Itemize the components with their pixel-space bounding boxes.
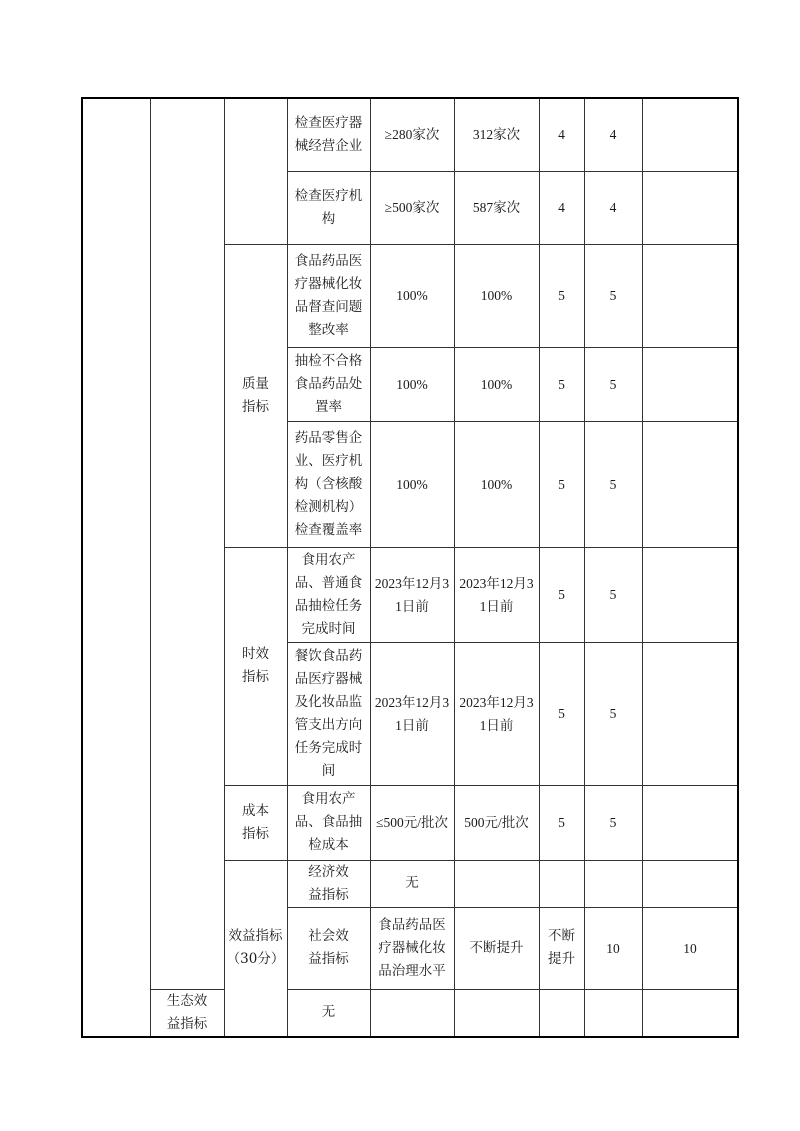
target-cell: 不断提升 [454, 907, 539, 989]
target-cell: 100% [370, 244, 454, 347]
target-cell: ≥500家次 [370, 171, 454, 244]
target-cell: ≥280家次 [370, 98, 454, 171]
remark-cell [642, 347, 738, 421]
time-category-cell: 时效 指标 [224, 547, 287, 785]
table-row [82, 989, 738, 1037]
indicator-cell: 食品药品医疗器械化妆品治理水平 [370, 907, 454, 989]
remark-cell [642, 244, 738, 347]
indicator-cell: 无 [287, 989, 370, 1037]
score-cell: 4 [584, 98, 642, 171]
score-cell [642, 860, 738, 907]
weight-cell [584, 860, 642, 907]
actual-cell: 100% [454, 347, 539, 421]
indicator-cell: 药品零售企业、医疗机构（含核酸检测机构）检查覆盖率 [287, 421, 370, 547]
score-cell: 5 [584, 421, 642, 547]
target-cell: 2023年12月31日前 [370, 547, 454, 642]
weight-cell: 4 [539, 98, 584, 171]
indicator-cell: 食用农产品、普通食品抽检任务完成时间 [287, 547, 370, 642]
quality-category-cell: 质量 指标 [224, 244, 287, 547]
target-cell: ≤500元/批次 [370, 785, 454, 860]
col2-cell [150, 98, 224, 989]
cost-category-cell: 成本 指标 [224, 785, 287, 860]
remark-cell [642, 171, 738, 244]
weight-cell: 10 [584, 907, 642, 989]
weight-cell: 4 [539, 171, 584, 244]
benefit-indicator-cell [224, 860, 287, 1037]
target-cell [370, 989, 454, 1037]
actual-cell: 2023年12月31日前 [454, 547, 539, 642]
col1-cell [82, 98, 150, 1037]
score-cell: 5 [584, 785, 642, 860]
weight-cell: 5 [539, 642, 584, 785]
weight-cell: 5 [539, 347, 584, 421]
social-category-cell: 社会效 益指标 [287, 907, 370, 989]
benefit-points: （30分） [226, 951, 285, 967]
target-cell: 2023年12月31日前 [370, 642, 454, 785]
score-cell: 5 [584, 642, 642, 785]
indicator-cell: 无 [370, 860, 454, 907]
actual-cell: 312家次 [454, 98, 539, 171]
remark-cell [642, 785, 738, 860]
econ-category-cell: 经济效 益指标 [287, 860, 370, 907]
indicator-cell: 检查医疗器械经营企业 [287, 98, 370, 171]
indicator-cell: 抽检不合格食品药品处置率 [287, 347, 370, 421]
actual-cell: 100% [454, 244, 539, 347]
actual-cell: 100% [454, 421, 539, 547]
remark-cell [642, 642, 738, 785]
remark-cell [642, 421, 738, 547]
indicator-cell: 检查医疗机构 [287, 171, 370, 244]
actual-cell [454, 989, 539, 1037]
remark-cell [642, 98, 738, 171]
weight-cell: 5 [539, 547, 584, 642]
remark-cell [642, 547, 738, 642]
score-cell: 4 [584, 171, 642, 244]
score-cell: 10 [642, 907, 738, 989]
weight-cell: 5 [539, 244, 584, 347]
actual-cell [539, 860, 584, 907]
target-cell: 100% [370, 347, 454, 421]
weight-cell: 5 [539, 785, 584, 860]
performance-table [81, 97, 739, 1038]
quantity-category-cell [224, 98, 287, 244]
remark-cell [642, 989, 738, 1037]
actual-cell: 500元/批次 [454, 785, 539, 860]
weight-cell: 5 [539, 421, 584, 547]
indicator-cell: 餐饮食品药品医疗器械及化妆品监管支出方向任务完成时间 [287, 642, 370, 785]
score-cell: 5 [584, 547, 642, 642]
score-cell [584, 989, 642, 1037]
target-cell: 100% [370, 421, 454, 547]
weight-cell [539, 989, 584, 1037]
table-row [82, 98, 738, 171]
target-cell [454, 860, 539, 907]
indicator-cell: 食用农产品、食品抽检成本 [287, 785, 370, 860]
actual-cell: 587家次 [454, 171, 539, 244]
actual-cell: 2023年12月31日前 [454, 642, 539, 785]
score-cell: 5 [584, 347, 642, 421]
eco-category-cell: 生态效 益指标 [150, 989, 224, 1037]
score-cell: 5 [584, 244, 642, 347]
benefit-label: 效益指标 [228, 928, 283, 944]
actual-cell: 不断提升 [539, 907, 584, 989]
indicator-cell: 食品药品医疗器械化妆品督查问题整改率 [287, 244, 370, 347]
